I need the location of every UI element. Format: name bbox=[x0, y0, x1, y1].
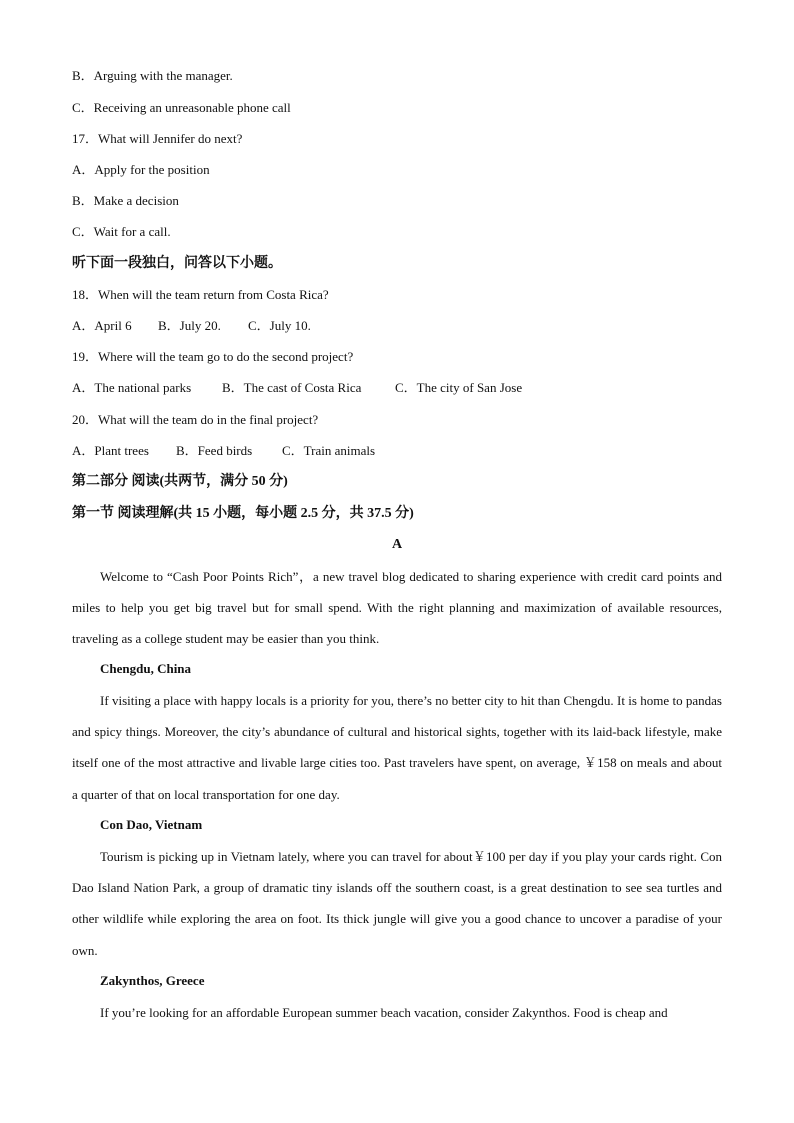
q20-option-a: A．Plant trees bbox=[72, 443, 149, 458]
q19-question: 19．Where will the team go to do the second project? bbox=[72, 349, 354, 364]
chengdu-heading: Chengdu, China bbox=[100, 661, 192, 676]
part2-title: 第二部分 阅读(共两节，满分 50 分) bbox=[72, 474, 288, 489]
q18-options bbox=[72, 317, 722, 335]
q17-question: 17．What will Jennifer do next? bbox=[72, 131, 243, 146]
condao-paragraph: Tourism is picking up in Vietnam lately, where you can travel for about￥100 per day if you play your cards right. Con Dao Island Nation Park, a group of dramatic tiny islands off the southern coast, is a great destination to see sea turtles and other wildlife while exploring the area on foot. Its thick jungle will give you a good chance to uncover a paradise of your own. bbox=[72, 849, 722, 958]
q19-option-a: A．The national parks bbox=[72, 380, 192, 395]
monologue-instruction: 听下面一段独白，问答以下小题。 bbox=[72, 256, 282, 271]
q16-option-b: B．Arguing with the manager. bbox=[72, 68, 233, 83]
q17-option-a: A．Apply for the position bbox=[72, 162, 210, 177]
q18-option-b: B．July 20. bbox=[158, 318, 221, 333]
q19-option-b: B．The cast of Costa Rica bbox=[222, 380, 362, 395]
passage-label: A bbox=[391, 537, 403, 552]
q18-option-a: A．April 6 bbox=[72, 318, 132, 333]
q18-question: 18．When will the team return from Costa Rica? bbox=[72, 287, 329, 302]
q19-options bbox=[72, 379, 722, 397]
q18-option-c: C．July 10. bbox=[248, 318, 311, 333]
q17-option-b: B．Make a decision bbox=[72, 193, 179, 208]
q16-option-c: C．Receiving an unreasonable phone call bbox=[72, 100, 291, 115]
zakynthos-heading: Zakynthos, Greece bbox=[100, 973, 205, 988]
q20-options bbox=[72, 442, 722, 460]
section1-title: 第一节 阅读理解(共 15 小题，每小题 2.5 分，共 37.5 分) bbox=[72, 506, 414, 521]
q17-option-c: C．Wait for a call. bbox=[72, 224, 171, 239]
q20-question: 20．What will the team do in the final project? bbox=[72, 412, 319, 427]
q20-option-b: B．Feed birds bbox=[176, 443, 253, 458]
q19-option-c: C．The city of San Jose bbox=[395, 380, 523, 395]
q20-option-c: C．Train animals bbox=[282, 443, 376, 458]
intro-paragraph: Welcome to “Cash Poor Points Rich”，a new travel blog dedicated to sharing experience with credit card points and miles to help you get big travel but for small spend. With the right planning and maximization of available resources, traveling as a college student may be easier than you think. bbox=[72, 569, 722, 647]
zakynthos-paragraph: If you’re looking for an affordable European summer beach vacation, consider Zakynthos. Food is cheap and bbox=[100, 1005, 668, 1020]
chengdu-paragraph: If visiting a place with happy locals is a priority for you, there’s no better city to hit than Chengdu. It is home to pandas and spicy things. Moreover, the city’s abundance of cultural and historical sights, together with its laid-back lifestyle, make itself one of the most attractive and livable large cities too. Past travelers have spent, on average, ￥158 on meals and about a quarter of that on local transportation for one day. bbox=[72, 693, 722, 802]
condao-heading: Con Dao, Vietnam bbox=[100, 817, 203, 832]
